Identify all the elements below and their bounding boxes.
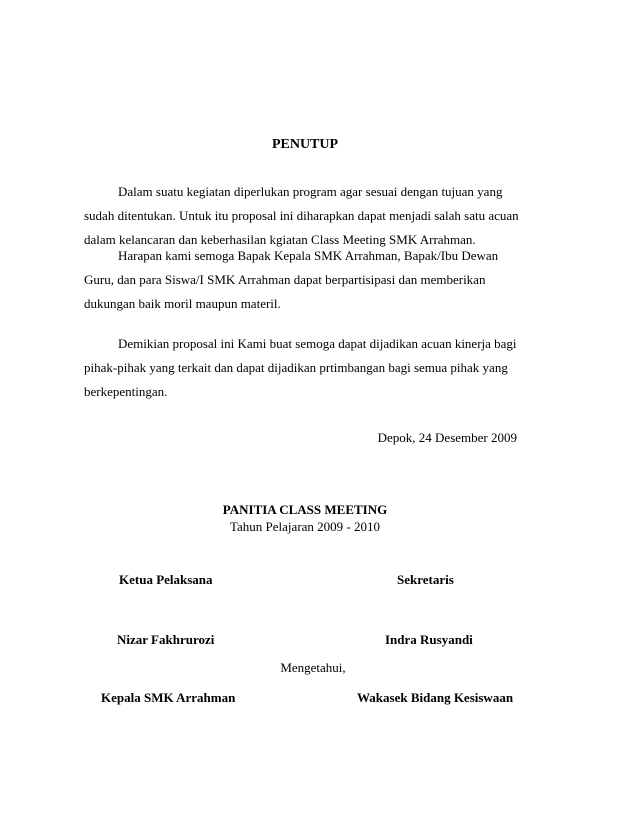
secretary-title: Sekretaris xyxy=(397,572,454,587)
secretary-name: Indra Rusyandi xyxy=(385,632,473,647)
paragraph-line: dukungan baik moril maupun materil. xyxy=(84,296,281,311)
paragraph-line: berkepentingan. xyxy=(84,384,168,399)
paragraph-intro xyxy=(84,180,529,252)
academic-year: Tahun Pelajaran 2009 - 2010 xyxy=(230,519,380,534)
paragraph-line: sudah ditentukan. Untuk itu proposal ini diharapkan dapat menjadi salah satu acuan xyxy=(84,208,519,223)
paragraph-line: Harapan kami semoga Bapak Kepala SMK Arrahman, Bapak/Ibu Dewan xyxy=(118,248,499,263)
committee-name: PANITIA CLASS MEETING xyxy=(222,502,388,517)
chair-name: Nizar Fakhrurozi xyxy=(117,632,215,647)
committee-heading xyxy=(0,502,610,535)
place-date: Depok, 24 Desember 2009 xyxy=(377,430,517,445)
paragraph-line: pihak-pihak yang terkait dan dapat dijadikan prtimbangan bagi semua pihak yang xyxy=(84,360,508,375)
paragraph-line: Dalam suatu kegiatan diperlukan program agar sesuai dengan tujuan yang xyxy=(118,184,503,199)
chair-title: Ketua Pelaksana xyxy=(119,572,213,587)
acknowledged-label: Mengetahui, xyxy=(280,660,346,675)
document-title: PENUTUP xyxy=(271,137,339,152)
paragraph-closing xyxy=(84,332,529,404)
vice-principal-title: Wakasek Bidang Kesiswaan xyxy=(357,690,514,705)
principal-title: Kepala SMK Arrahman xyxy=(101,690,236,705)
paragraph-line: Guru, dan para Siswa/I SMK Arrahman dapat berpartisipasi dan memberikan xyxy=(84,272,486,287)
paragraph-line: dalam kelancaran dan keberhasilan kgiatan Class Meeting SMK Arrahman. xyxy=(84,232,476,247)
paragraph-line: Demikian proposal ini Kami buat semoga dapat dijadikan acuan kinerja bagi xyxy=(118,336,517,351)
paragraph-hope xyxy=(84,244,529,316)
